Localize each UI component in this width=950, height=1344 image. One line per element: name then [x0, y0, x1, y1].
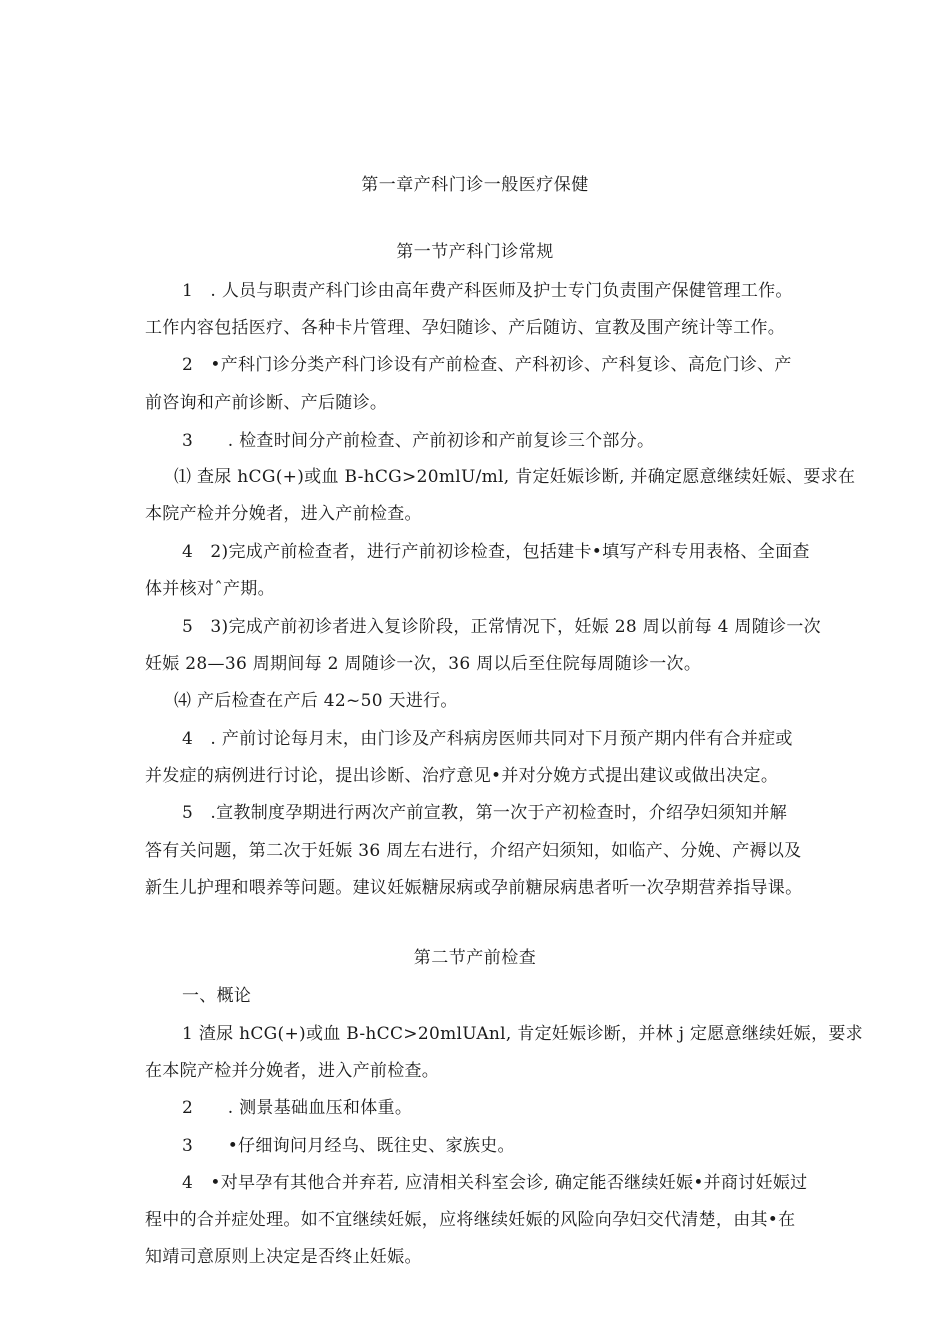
- paragraph-line: ⑴ 查尿 hCG(+)或血 B-hCG>20mlU/ml, 肯定妊娠诊断, 并确定愿意继续妊娠、要求在: [174, 467, 856, 487]
- paragraph-line: 5 .宣教制度孕期进行两次产前宣教，第一次于产初检查时，介绍孕妇须知并解: [182, 803, 788, 823]
- paragraph-line: ⑷ 产后检查在产后 42~50 天进行。: [174, 691, 458, 711]
- paragraph-line: 5 3)完成产前初诊者进入复诊阶段，正常情况下，妊娠 28 周以前每 4 周随诊一次: [182, 617, 821, 637]
- section-1-title: 第一节产科门诊常规: [396, 242, 554, 262]
- paragraph-line: 程中的合并症处理。如不宜继续妊娠，应将继续妊娠的风险向孕妇交代清楚，由其•在: [145, 1210, 796, 1230]
- paragraph-line: 1 渣尿 hCG(+)或血 B-hCC>20mlUAnl, 肯定妊娠诊断，并林 j 定愿意继续妊娠，要求: [182, 1024, 863, 1044]
- paragraph-line: 本院产检并分娩者，进入产前检查。: [145, 504, 422, 524]
- paragraph-line: 新生儿护理和喂养等问题。建议妊娠糖尿病或孕前糖尿病患者听一次孕期营养指导课。: [145, 878, 803, 898]
- section-2-title: 第二节产前检查: [413, 948, 537, 968]
- paragraph-line: 妊娠 28—36 周期间每 2 周随诊一次，36 周以后至住院每周随诊一次。: [145, 654, 702, 674]
- paragraph-line: 2 . 测景基础血压和体重。: [182, 1098, 413, 1118]
- paragraph-line: 知靖司意原则上决定是否终止妊娠。: [145, 1247, 422, 1267]
- paragraph-line: 体并核对ˆ产期。: [145, 579, 275, 599]
- paragraph-line: 3 . 检查时间分产前检查、产前初诊和产前复诊三个部分。: [182, 431, 655, 451]
- paragraph-line: 并发症的病例进行讨论，提出诊断、治疗意见•并对分娩方式提出建议或做出决定。: [145, 766, 779, 786]
- paragraph-line: 3 •仔细询问月经乌、既往史、家族史。: [182, 1136, 515, 1156]
- paragraph-line: 在本院产检并分娩者，进入产前检查。: [145, 1061, 440, 1081]
- paragraph-line: 4 •对早孕有其他合并弃若, 应清相关科室会诊, 确定能否继续妊娠•并商讨妊娠过: [182, 1173, 808, 1193]
- chapter-title: 第一章产科门诊一般医疗保健: [361, 175, 589, 195]
- paragraph-line: 2 •产科门诊分类产科门诊设有产前检查、产科初诊、产科复诊、高危门诊、产: [182, 355, 792, 375]
- paragraph-line: 4 . 产前讨论每月末，由门诊及产科病房医师共同对下月预产期内伴有合并症或: [182, 729, 793, 749]
- paragraph-line: 1 . 人员与职责产科门诊由高年费产科医师及护士专门负责围产保健管理工作。: [182, 281, 793, 301]
- paragraph-line: 工作内容包括医疗、各种卡片管理、孕妇随诊、产后随访、宣教及围产统计等工作。: [145, 318, 786, 338]
- subsection-heading: 一、概论: [182, 986, 252, 1006]
- paragraph-line: 4 2)完成产前检查者，进行产前初诊检查，包括建卡•填写产科专用表格、全面查: [182, 542, 810, 562]
- paragraph-line: 前咨询和产前诊断、产后随诊。: [145, 393, 388, 413]
- paragraph-line: 答有关问题，第二次于妊娠 36 周左右进行，介绍产妇须知，如临产、分娩、产褥以及: [145, 841, 802, 861]
